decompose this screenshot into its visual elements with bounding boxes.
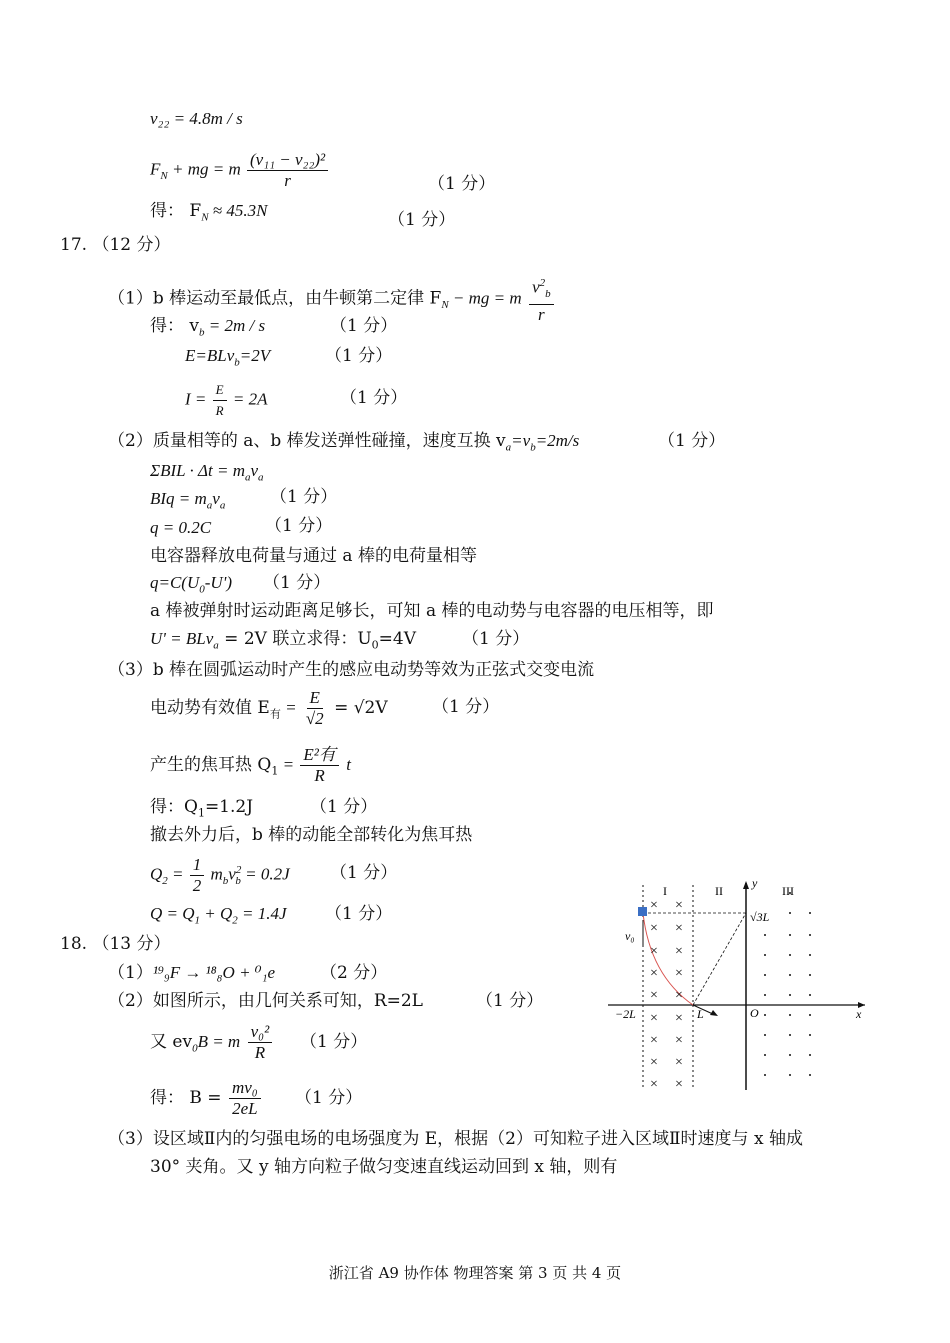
score: （1 分） xyxy=(310,797,378,817)
svg-text:×: × xyxy=(675,1077,683,1092)
label-region-3: III xyxy=(782,884,794,898)
part-18-2: （2）如图所示，由几何关系可知，R=2L xyxy=(108,991,423,1011)
eq-fn: $F_N$ + mg = m $\frac{\text{(v₁₁ − v₂₂)²}}{r}$ xyxy=(150,150,330,191)
score: （1 分） xyxy=(658,431,726,451)
score: （1 分） xyxy=(462,629,530,649)
svg-text:×: × xyxy=(675,1011,683,1026)
question-17-heading: 17. （12 分） xyxy=(60,235,171,255)
label-v0: v₀ xyxy=(625,929,635,943)
svg-text:×: × xyxy=(650,1033,658,1048)
exit-arrowhead xyxy=(710,1010,718,1016)
score: （1 分） xyxy=(428,174,496,194)
field-dots xyxy=(764,892,811,1076)
svg-text:×: × xyxy=(650,921,658,936)
eq-q-total: $Q = Q_1 + Q_2 = 1.4J$ xyxy=(150,904,287,927)
svg-text:×: × xyxy=(650,898,658,913)
dashed-diagonal xyxy=(693,913,746,1005)
label-region-2: II xyxy=(715,884,723,898)
eq-biq: BIq = $m_av_a$ xyxy=(150,489,226,512)
part-18-3-line1: （3）设区域Ⅱ内的匀强电场的电场强度为 E，根据（2）可知粒子进入区域Ⅱ时速度与 x 轴成 xyxy=(108,1129,803,1149)
svg-text:×: × xyxy=(675,1055,683,1070)
score: （2 分） xyxy=(320,963,388,983)
eq-b: 得： B = $\frac{\text{mv₀}}{2eL}$ xyxy=(150,1078,263,1119)
svg-text:×: × xyxy=(675,921,683,936)
eq-effective-emf: 电动势有效值 $E_有$ = $\frac{E}{√2}$ = √2V xyxy=(150,688,388,728)
part-18-1: （1）¹⁹₉F → ¹⁸₈O + ⁰₁e xyxy=(108,963,276,983)
part-2-text: （2）质量相等的 a、b 棒发送弹性碰撞，速度互换 $v_a=v_b=2m/s$ xyxy=(108,431,580,454)
score: （1 分） xyxy=(330,316,398,336)
eq-vb: 得： $v_b = 2m / s$ xyxy=(150,316,266,339)
svg-text:×: × xyxy=(650,944,658,959)
part-3-text: （3）b 棒在圆弧运动时产生的感应电动势等效为正弦式交变电流 xyxy=(108,660,595,680)
text-capacitor: 电容器释放电荷量与通过 a 棒的电荷量相等 xyxy=(150,546,477,566)
y-axis-arrow xyxy=(743,881,749,889)
text-remove-force: 撤去外力后，b 棒的动能全部转化为焦耳热 xyxy=(150,825,473,845)
score: （1 分） xyxy=(476,991,544,1011)
label-x: x xyxy=(856,1007,862,1021)
eq-v22: v₂₂ = 4.8m / s xyxy=(150,109,243,128)
result-fn: 得： $F_N \approx 45.3N$ xyxy=(150,201,268,224)
result-q1: 得：$Q_1=1.2J$ xyxy=(150,797,254,820)
eq-q2: $Q_2$ = $\frac{1}{2}$ $m_bv^2_b = 0.2J$ xyxy=(150,855,290,895)
score: （1 分） xyxy=(325,904,393,924)
label-region-1: I xyxy=(663,884,667,898)
svg-text:×: × xyxy=(675,988,683,1003)
part-18-3-line2: 30° 夹角。又 y 轴方向粒子做匀变速直线运动回到 x 轴，则有 xyxy=(150,1157,618,1177)
label-origin: O xyxy=(750,1006,759,1020)
score: （1 分） xyxy=(265,516,333,536)
magnetic-field-crosses xyxy=(650,898,683,1092)
eq-qc: $q=C(U_0-U')$ xyxy=(150,573,232,596)
score: （1 分） xyxy=(263,573,331,593)
score: （1 分） xyxy=(300,1032,368,1052)
score: （1 分） xyxy=(340,388,408,408)
svg-text:×: × xyxy=(675,966,683,981)
field-diagram xyxy=(600,875,880,1095)
text-a-rod: a 棒被弹射时运动距离足够长，可知 a 棒的电动势与电容器的电压相等，即 xyxy=(150,601,714,621)
label-L: L xyxy=(697,1007,704,1021)
svg-text:×: × xyxy=(650,988,658,1003)
eq-q: q = 0.2C xyxy=(150,518,212,537)
eq-e: E=BLv$_b$=2V xyxy=(185,346,271,369)
score: （1 分） xyxy=(295,1088,363,1108)
eq-lorentz: 又 $ev_0B = m$ $\frac{\text{v₀²}}{R}$ xyxy=(150,1022,274,1063)
svg-text:×: × xyxy=(650,1077,658,1092)
question-18-heading: 18. （13 分） xyxy=(60,934,171,954)
score: （1 分） xyxy=(432,697,500,717)
label-y: y xyxy=(752,876,758,890)
eq-i: I = $\frac{E}{R}$ = 2A xyxy=(185,382,268,418)
label-sqrt3L: √3L xyxy=(750,910,770,924)
particle-marker xyxy=(638,907,647,916)
label-minus-2L: −2L xyxy=(615,1007,636,1021)
score: （1 分） xyxy=(270,487,338,507)
part-1-text: （1）b 棒运动至最低点，由牛顿第二定律 $F_N$ − mg = m $\frac{v^2_b}{r}$ xyxy=(108,273,556,325)
svg-text:×: × xyxy=(650,966,658,981)
eq-impulse: $\Sigma BIL \cdot \Delta t = m_av_a$ xyxy=(150,461,264,484)
score: （1 分） xyxy=(388,210,456,230)
eq-joule-heat: 产生的焦耳热 $Q_1$ = $\frac{\text{E²有}}{R}$ t xyxy=(150,745,351,785)
svg-text:×: × xyxy=(650,1055,658,1070)
svg-text:×: × xyxy=(675,898,683,913)
score: （1 分） xyxy=(325,346,393,366)
svg-text:×: × xyxy=(675,944,683,959)
svg-text:×: × xyxy=(675,1033,683,1048)
page-footer: 浙江省 A9 协作体 物理答案 第 3 页 共 4 页 xyxy=(328,1264,622,1282)
score: （1 分） xyxy=(330,863,398,883)
eq-u: U' = BLv$_a$ = 2V 联立求得：$U_0=4V$ xyxy=(150,629,417,652)
svg-text:×: × xyxy=(650,1011,658,1026)
